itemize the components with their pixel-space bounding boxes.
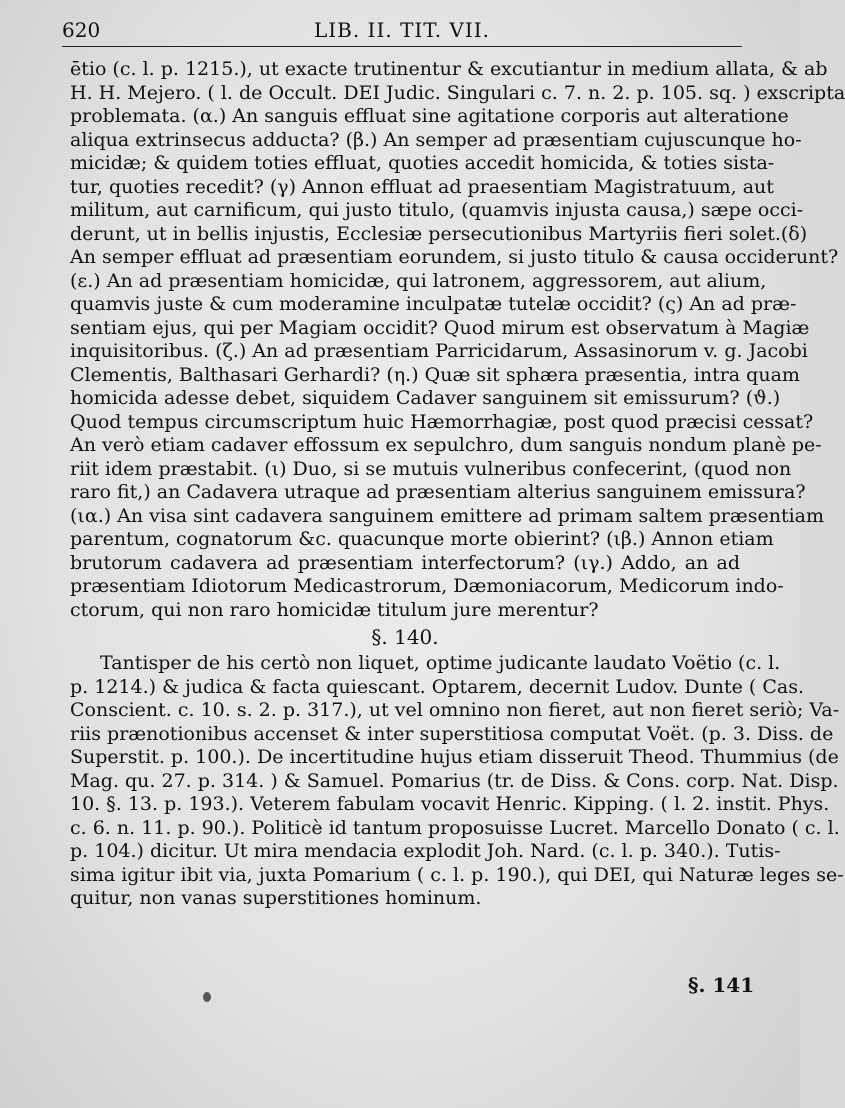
text-line: militum, aut carnificum, qui justo titulo, (quamvis injusta causa,) sæpe occi- (70, 199, 804, 221)
text-line: Clementis, Balthasari Gerhardi? (η.) Quæ sit sphæra præsentia, intra quam (70, 363, 800, 386)
text-line: inquisitoribus. (ζ.) An ad præsentiam Parricidarum, Assasinorum v. g. Jacobi (70, 340, 808, 362)
body-text (70, 58, 845, 911)
text-line: problemata. (α.) An sanguis effluat sine agitatione corporis aut alteratione (70, 105, 789, 127)
text-line: ctorum, qui non raro homicidæ titulum jure merentur? (70, 598, 599, 621)
text-line: c. 6. n. 11. p. 90.). Politicè id tantum proposuisse Lucret. Marcello Donato ( c. l. (70, 816, 840, 839)
catchword: §. 141 (688, 973, 755, 997)
text-line: riit idem præstabit. (ι) Duo, si se mutuis vulneribus confecerint, (quod non (70, 457, 792, 480)
text-line: ētio (c. l. p. 1215.), ut exacte trutinentur & excutiantur in medium allata, & ab (70, 58, 828, 80)
text-line: tur, quoties recedit? (γ) Annon effluat ad praesentiam Magistratuum, aut (70, 175, 774, 198)
text-line: Conscient. c. 10. s. 2. p. 317.), ut vel omnino non fieret, aut non fieret seriò; Va- (70, 699, 840, 721)
paragraph-2 (70, 652, 844, 911)
text-line: Mag. qu. 27. p. 314. ) & Samuel. Pomarius (tr. de Diss. & Cons. corp. Nat. Disp. (70, 769, 839, 792)
text-line: p. 104.) dicitur. Ut mira mendacia explodit Joh. Nard. (c. l. p. 340.). Tutis- (70, 840, 781, 862)
text-line: raro fit,) an Cadavera utraque ad præsentiam alterius sanguinem emissura? (70, 481, 806, 503)
page-number: 620 (62, 18, 101, 42)
text-line: Quod tempus circumscriptum huic Hæmorrhagiæ, post quod præcisi cessat? (70, 410, 814, 433)
text-line: An semper effluat ad præsentiam eorundem, si justo titulo & causa occiderunt? (70, 246, 839, 268)
text-line: præsentiam Idiotorum Medicastrorum, Dæmoniacorum, Medicorum indo- (70, 575, 784, 597)
text-line: Tantisper de his certò non liquet, optime judicante laudato Voëtio (c. l. (100, 652, 781, 674)
text-line: (ε.) An ad præsentiam homicidæ, qui latronem, aggressorem, aut alium, (70, 269, 767, 292)
text-line: 10. §. 13. p. 193.). Veterem fabulam vocavit Henric. Kipping. ( l. 2. instit. Phys. (70, 793, 830, 815)
text-line: An verò etiam cadaver effossum ex sepulchro, dum sanguis nondum planè pe- (70, 434, 822, 456)
running-head: LIB. II. TIT. VII. (313, 18, 491, 42)
text-line: quamvis juste & cum moderamine inculpatæ tutelæ occidit? (ς) An ad præ- (70, 293, 797, 315)
paragraph-1 (70, 58, 845, 622)
page-header (62, 14, 742, 47)
ink-spot (203, 992, 211, 1002)
text-line: riis prænotionibus accenset & inter superstitiosa computat Voët. (p. 3. Diss. de (70, 722, 834, 745)
text-line: parentum, cognatorum &c. quacunque morte obierint? (ιβ.) Annon etiam (70, 528, 774, 550)
text-line: Superstit. p. 100.). De incertitudine hujus etiam disseruit Theod. Thummius (de (70, 746, 839, 768)
text-line: homicida adesse debet, siquidem Cadaver sanguinem sit emissurum? (ϑ.) (70, 387, 781, 409)
text-line: (ια.) An visa sint cadavera sanguinem emittere ad primam saltem præsentiam (70, 504, 825, 527)
text-line: brutorum cadavera ad præsentiam interfectorum? (ιγ.) Addo, an ad (70, 551, 740, 574)
text-line: quitur, non vanas superstitiones hominum. (70, 887, 482, 909)
text-line: H. H. Mejero. ( l. de Occult. DEI Judic. Singulari c. 7. n. 2. p. 105. sq. ) exscripta (70, 81, 845, 104)
text-line: aliqua extrinsecus adducta? (β.) An semper ad præsentiam cujuscunque ho- (70, 128, 802, 151)
section-heading: §. 140. (371, 625, 439, 649)
text-line: sentiam ejus, qui per Magiam occidit? Quod mirum est observatum à Magiæ (70, 316, 810, 339)
text-line: derunt, ut in bellis injustis, Ecclesiæ persecutionibus Martyriis fieri solet.(δ) (70, 222, 808, 245)
text-line: sima igitur ibit via, juxta Pomarium ( c. l. p. 190.), qui DEI, qui Naturæ leges se- (70, 863, 844, 886)
text-line: micidæ; & quidem toties effluat, quoties accedit homicida, & toties sista- (70, 152, 775, 174)
text-line: p. 1214.) & judica & facta quiescant. Optarem, decernit Ludov. Dunte ( Cas. (70, 675, 804, 698)
